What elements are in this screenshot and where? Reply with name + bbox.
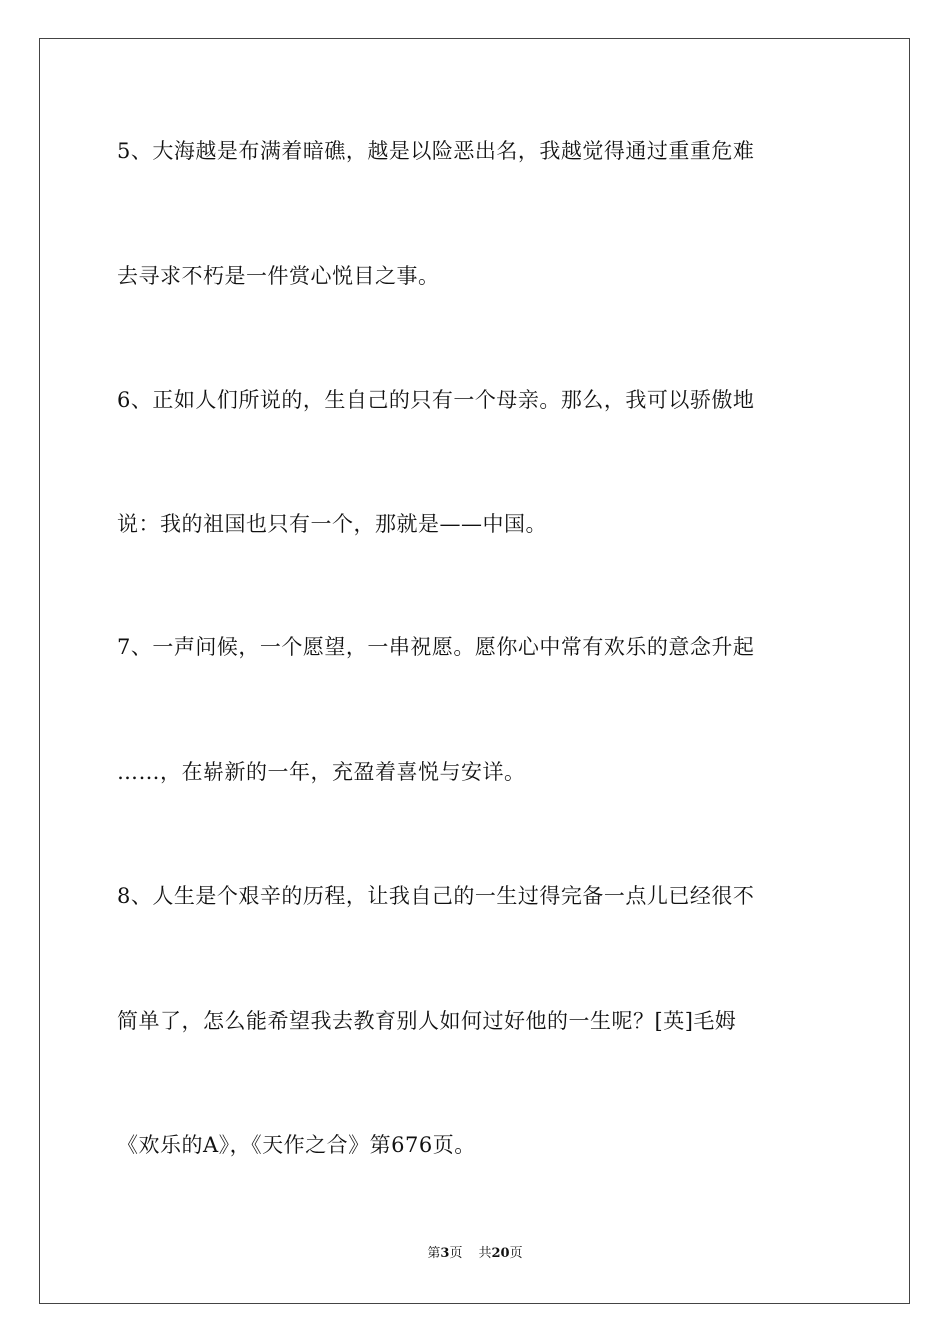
footer-page-prefix: 第	[427, 1246, 441, 1261]
footer-total-prefix: 共	[478, 1246, 492, 1261]
paragraph-5-line-1: 5、大海越是布满着暗礁，越是以险恶出名，我越觉得通过重重危难	[117, 139, 755, 163]
paragraph-8-line-3: 《欢乐的A》，《天作之合》第676页。	[117, 1133, 476, 1157]
paragraph-7-line-2: ……，在崭新的一年，充盈着喜悦与安详。	[117, 760, 526, 784]
page-footer	[0, 1245, 950, 1263]
paragraph-7-line-1: 7、一声问候，一个愿望，一串祝愿。愿你心中常有欢乐的意念升起	[117, 635, 755, 659]
paragraph-5-line-2: 去寻求不朽是一件赏心悦目之事。	[117, 264, 440, 288]
footer-total-number: 20	[491, 1246, 510, 1261]
paragraph-8-line-2: 简单了，怎么能希望我去教育别人如何过好他的一生呢？[英]毛姆	[117, 1009, 737, 1033]
page-frame	[39, 38, 910, 1304]
footer-page-number: 3	[440, 1246, 450, 1261]
paragraph-6-line-1: 6、正如人们所说的，生自己的只有一个母亲。那么，我可以骄傲地	[117, 388, 755, 412]
paragraph-6-line-2: 说：我的祖国也只有一个，那就是——中国。	[117, 512, 547, 536]
footer-page-suffix: 页	[449, 1246, 463, 1261]
paragraph-8-line-1: 8、人生是个艰辛的历程，让我自己的一生过得完备一点儿已经很不	[117, 884, 755, 908]
footer-total-suffix: 页	[509, 1246, 523, 1261]
